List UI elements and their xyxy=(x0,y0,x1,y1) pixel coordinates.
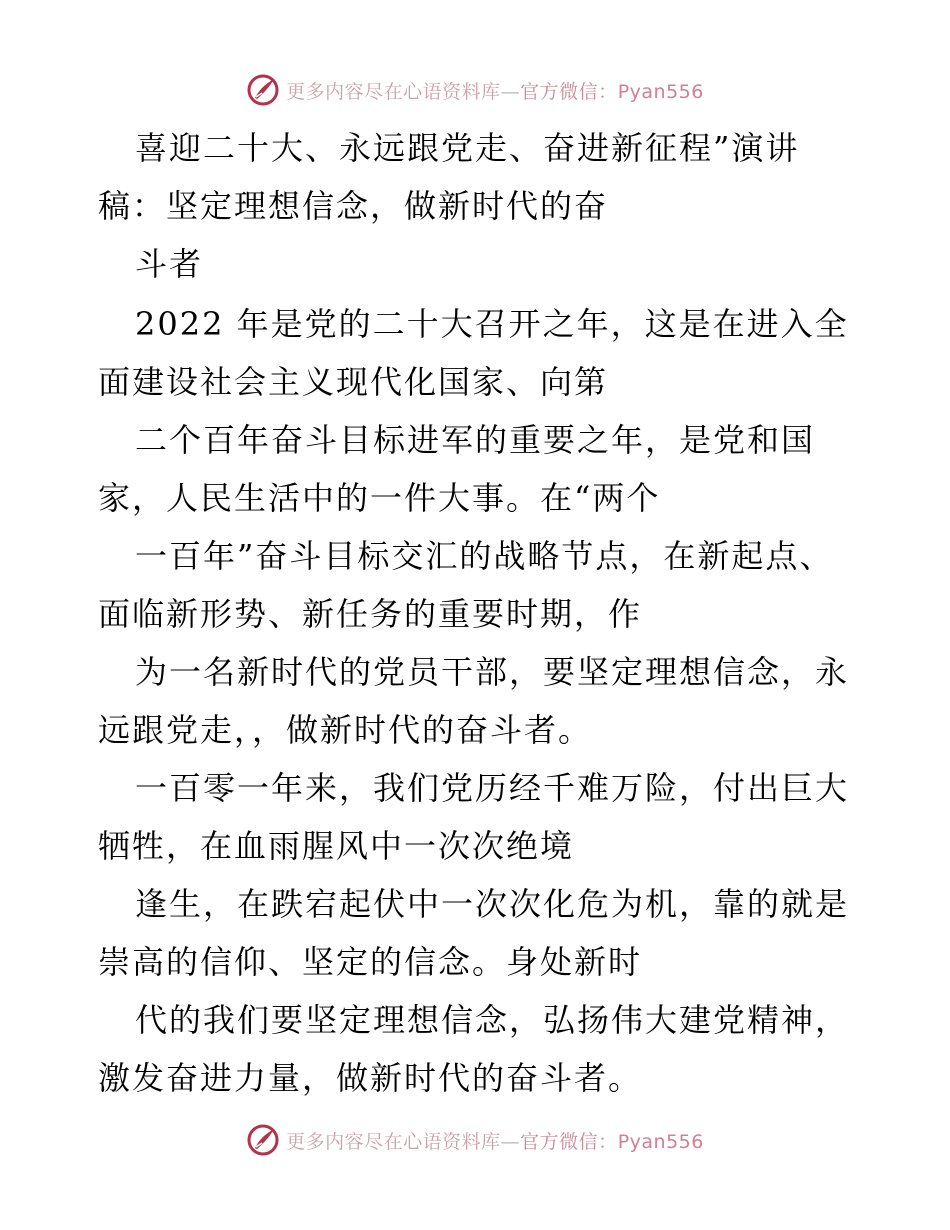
watermark-text xyxy=(286,1127,704,1154)
watermark-wechat-id: Pyan556 xyxy=(617,80,704,103)
paragraph-line: 牺牲，在血雨腥风中一次次绝境 xyxy=(98,827,575,865)
watermark-colon: ： xyxy=(598,1130,618,1153)
brand-logo-icon xyxy=(246,73,280,107)
paragraph-line: 家，人民生活中的一件大事。在“两个 xyxy=(98,479,661,517)
paragraph-line: 面临新形势、新任务的重要时期，作 xyxy=(98,595,643,633)
paragraph-line: 激发奋进力量，做新时代的奋斗者。 xyxy=(98,1059,643,1097)
watermark-slogan: 更多内容尽在心语资料库 xyxy=(286,80,501,103)
paragraph-line: 为一名新时代的党员干部，要坚定理想信念，永 xyxy=(135,653,850,691)
paragraph-line: 逢生，在跌宕起伏中一次次化危为机，靠的就是 xyxy=(135,885,850,923)
watermark-separator: — xyxy=(500,80,521,103)
paragraph-line: 面建设社会主义现代化国家、向第 xyxy=(98,363,609,401)
header-watermark-banner xyxy=(0,70,950,110)
watermark-text xyxy=(286,77,704,104)
paragraph-line: 崇高的信仰、坚定的信念。身处新时 xyxy=(98,943,643,981)
paragraph-line: 代的我们要坚定理想信念，弘扬伟大建党精神， xyxy=(135,1001,850,1039)
watermark-separator: — xyxy=(500,1130,521,1153)
paragraph-line: 2022 年是党的二十大召开之年，这是在进入全 xyxy=(135,305,849,343)
watermark-wechat-id: Pyan556 xyxy=(617,1130,704,1153)
paragraph-line: 一百零一年来，我们党历经千难万险，付出巨大 xyxy=(135,769,850,807)
footer-watermark-banner xyxy=(0,1120,950,1160)
paragraph-line: 远跟党走，，做新时代的奋斗者。 xyxy=(98,711,593,749)
watermark-slogan: 更多内容尽在心语资料库 xyxy=(286,1130,501,1153)
brand-logo-icon xyxy=(246,1123,280,1157)
watermark-wechat-label: 官方微信 xyxy=(520,80,599,103)
watermark-colon: ： xyxy=(598,80,618,103)
title-line-1: 喜迎二十大、永远跟党走、奋进新征程”演讲 xyxy=(135,129,800,167)
title-line-3: 斗者 xyxy=(135,245,204,283)
title-line-2: 稿：坚定理想信念，做新时代的奋 xyxy=(98,187,609,225)
paragraph-line: 二个百年奋斗目标进军的重要之年，是党和国 xyxy=(135,421,816,459)
watermark-wechat-label: 官方微信 xyxy=(520,1130,599,1153)
paragraph-line: 一百年”奋斗目标交汇的战略节点，在新起点、 xyxy=(135,537,834,575)
